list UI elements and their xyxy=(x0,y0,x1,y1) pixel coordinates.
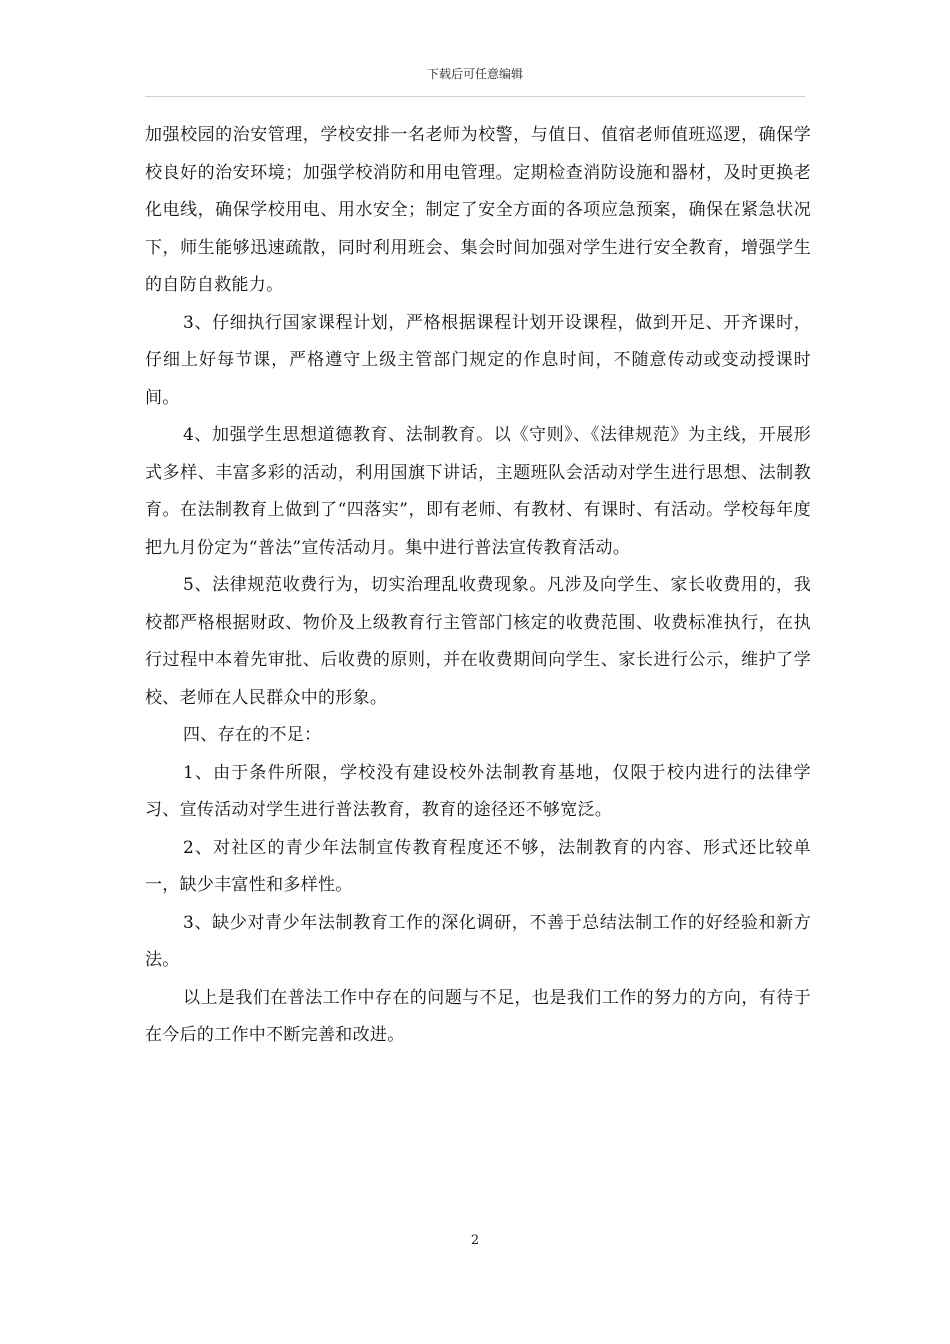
paragraph-shortcoming-2: 2、对社区的青少年法制宣传教育程度还不够，法制教育的内容、形式还比较单一，缺少丰富性和多样性。 xyxy=(145,837,811,895)
paragraph-conclusion: 以上是我们在普法工作中存在的问题与不足，也是我们工作的努力的方向，有待于在今后的工作中不断完善和改进。 xyxy=(145,987,811,1045)
paragraph-moral-legal-education: 4、加强学生思想道德教育、法制教育。以《守则》、《法律规范》为主线，开展形式多样、丰富多彩的活动，利用国旗下讲话，主题班队会活动对学生进行思想、法制教育。在法制教育上做到了“四落实”，即有老师、有教材、有课时、有活动。学校每年度把九月份定为“普法”宣传活动月。集中进行普法宣传教育活动。 xyxy=(145,425,811,558)
paragraph-fee-regulation: 5、法律规范收费行为，切实治理乱收费现象。凡涉及向学生、家长收费用的，我校都严格根据财政、物价及上级教育行主管部门核定的收费范围、收费标准执行，在执行过程中本着先审批、后收费的原则，并在收费期间向学生、家长进行公示，维护了学校、老师在人民群众中的形象。 xyxy=(145,575,811,708)
paragraph-curriculum: 3、仔细执行国家课程计划，严格根据课程计划开设课程，做到开足、开齐课时，仔细上好每节课，严格遵守上级主管部门规定的作息时间，不随意传动或变动授课时间。 xyxy=(145,312,811,408)
page-header: 下载后可任意编辑 xyxy=(426,67,523,81)
document-body xyxy=(145,117,811,1055)
header-divider xyxy=(145,96,805,97)
page-number: 2 xyxy=(470,1233,480,1248)
section-heading-shortcomings: 四、存在的不足： xyxy=(183,725,322,745)
paragraph-campus-security: 加强校园的治安管理，学校安排一名老师为校警，与值日、值宿老师值班巡逻，确保学校良好的治安环境；加强学校消防和用电管理。定期检查消防设施和器材，及时更换老化电线，确保学校用电、用水安全；制定了安全方面的各项应急预案，确保在紧急状况下，师生能够迅速疏散，同时利用班会、集会时间加强对学生进行安全教育，增强学生的自防自救能力。 xyxy=(145,125,811,295)
paragraph-shortcoming-1: 1、由于条件所限，学校没有建设校外法制教育基地，仅限于校内进行的法律学习、宣传活动对学生进行普法教育，教育的途径还不够宽泛。 xyxy=(145,762,811,820)
paragraph-shortcoming-3: 3、缺少对青少年法制教育工作的深化调研，不善于总结法制工作的好经验和新方法。 xyxy=(145,912,811,970)
